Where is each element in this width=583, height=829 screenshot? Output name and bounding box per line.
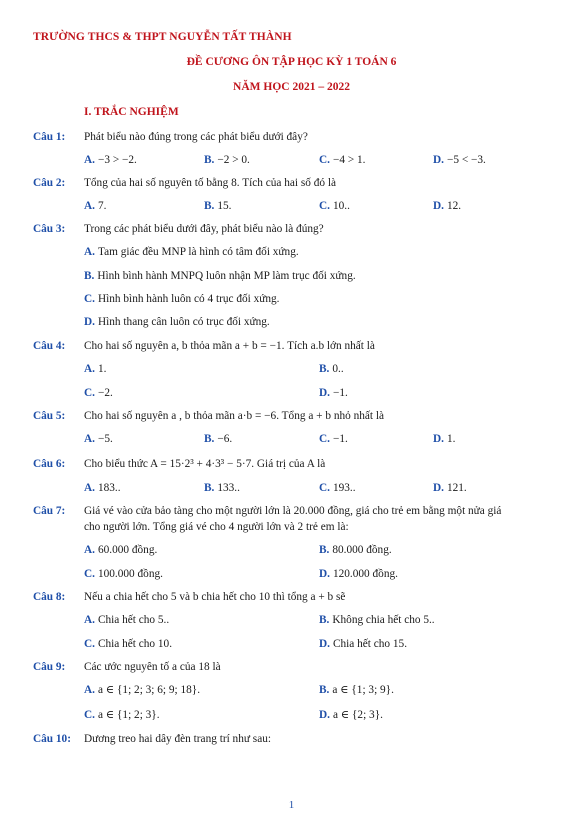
question-label: Câu 7: bbox=[33, 505, 66, 517]
document-title: ĐỀ CƯƠNG ÔN TẬP HỌC KỲ 1 TOÁN 6 bbox=[186, 56, 397, 68]
option-d: D. −1. bbox=[319, 387, 348, 399]
option-b: B. 0.. bbox=[319, 363, 344, 375]
option-d: D. 121. bbox=[433, 482, 467, 494]
option-b: B. −6. bbox=[204, 433, 233, 445]
question-3 bbox=[33, 221, 324, 237]
option-d: D. a ∈ {2; 3}. bbox=[319, 709, 383, 721]
question-text: Cho biểu thức A = 15·2³ + 4·3³ − 5·7. Giá trị của A là bbox=[84, 458, 326, 470]
option-a: A. −5. bbox=[84, 433, 113, 445]
question-text: Phát biểu nào đúng trong các phát biểu dưới đây? bbox=[84, 131, 308, 143]
option-d: D. 1. bbox=[433, 433, 456, 445]
question-label: Câu 6: bbox=[33, 458, 66, 470]
question-6 bbox=[33, 456, 325, 472]
school-name: TRƯỜNG THCS & THPT NGUYỄN TẤT THÀNH bbox=[33, 31, 292, 43]
option-d: D. Chia hết cho 15. bbox=[319, 638, 408, 650]
question-1 bbox=[33, 129, 308, 145]
question-label: Câu 2: bbox=[33, 177, 66, 189]
question-label: Câu 9: bbox=[33, 661, 66, 673]
option-c: C. a ∈ {1; 2; 3}. bbox=[84, 709, 160, 721]
option-a: A. Chia hết cho 5.. bbox=[84, 614, 170, 626]
school-year: NĂM HỌC 2021 – 2022 bbox=[233, 81, 350, 93]
option-a: A. Tam giác đều MNP là hình có tâm đối xứng. bbox=[84, 246, 299, 258]
option-c: C. −1. bbox=[319, 433, 348, 445]
question-10 bbox=[33, 731, 271, 747]
question-8 bbox=[33, 589, 345, 605]
question-7 bbox=[33, 503, 501, 519]
option-c: C. Chia hết cho 10. bbox=[84, 638, 173, 650]
option-c: C. −2. bbox=[84, 387, 113, 399]
option-d: D. 12. bbox=[433, 200, 462, 212]
question-label: Câu 1: bbox=[33, 131, 66, 143]
question-label: Câu 10: bbox=[33, 733, 71, 745]
option-b: B. Không chia hết cho 5.. bbox=[319, 614, 435, 626]
option-b: B. −2 > 0. bbox=[204, 154, 250, 166]
option-c: C. 193.. bbox=[319, 482, 356, 494]
option-a: A. 60.000 đồng. bbox=[84, 544, 158, 556]
question-text: Giá vé vào cửa bảo tàng cho một người lớn là 20.000 đồng, giá cho trẻ em bằng một nửa giá bbox=[84, 505, 502, 517]
option-c: C. Hình bình hành luôn có 4 trục đối xứng. bbox=[84, 293, 280, 305]
question-text: Tổng của hai số nguyên tố bằng 8. Tích của hai số đó là bbox=[84, 177, 337, 189]
question-text: Cho hai số nguyên a, b thỏa mãn a + b = −1. Tích a.b lớn nhất là bbox=[84, 340, 375, 352]
page-number: 1 bbox=[288, 799, 295, 811]
option-b: B. 80.000 đồng. bbox=[319, 544, 392, 556]
option-c: C. 100.000 đồng. bbox=[84, 568, 163, 580]
option-d: D. 120.000 đồng. bbox=[319, 568, 398, 580]
question-text: Các ước nguyên tố a của 18 là bbox=[84, 661, 221, 673]
option-a: A. 183.. bbox=[84, 482, 121, 494]
option-b: B. 133.. bbox=[204, 482, 240, 494]
option-a: A. −3 > −2. bbox=[84, 154, 137, 166]
question-label: Câu 4: bbox=[33, 340, 66, 352]
question-text: Dương treo hai dây đèn trang trí như sau: bbox=[84, 733, 271, 745]
question-label: Câu 5: bbox=[33, 410, 66, 422]
option-d: D. −5 < −3. bbox=[433, 154, 486, 166]
option-a: A. 1. bbox=[84, 363, 107, 375]
option-a: A. 7. bbox=[84, 200, 107, 212]
option-b: B. Hình bình hành MNPQ luôn nhận MP làm trục đối xứng. bbox=[84, 270, 356, 282]
option-b: B. a ∈ {1; 3; 9}. bbox=[319, 684, 394, 696]
section-heading: I. TRẮC NGHIỆM bbox=[84, 106, 179, 118]
question-text: Trong các phát biểu dưới đây, phát biểu nào là đúng? bbox=[84, 223, 324, 235]
option-a: A. a ∈ {1; 2; 3; 6; 9; 18}. bbox=[84, 684, 201, 696]
question-4 bbox=[33, 338, 375, 354]
option-c: C. −4 > 1. bbox=[319, 154, 366, 166]
question-label: Câu 3: bbox=[33, 223, 66, 235]
question-text: Cho hai số nguyên a , b thỏa mãn a·b = −6. Tổng a + b nhỏ nhất là bbox=[84, 410, 385, 422]
option-b: B. 15. bbox=[204, 200, 232, 212]
question-text: Nếu a chia hết cho 5 và b chia hết cho 10 thì tổng a + b sẽ bbox=[84, 591, 346, 603]
option-c: C. 10.. bbox=[319, 200, 350, 212]
question-text-continued: cho người lớn. Tổng giá vé cho 4 người lớn và 2 trẻ em là: bbox=[84, 521, 349, 533]
question-9 bbox=[33, 659, 221, 675]
question-label: Câu 8: bbox=[33, 591, 66, 603]
option-d: D. Hình thang cân luôn có trục đối xứng. bbox=[84, 316, 270, 328]
question-5 bbox=[33, 408, 384, 424]
question-2 bbox=[33, 175, 336, 191]
